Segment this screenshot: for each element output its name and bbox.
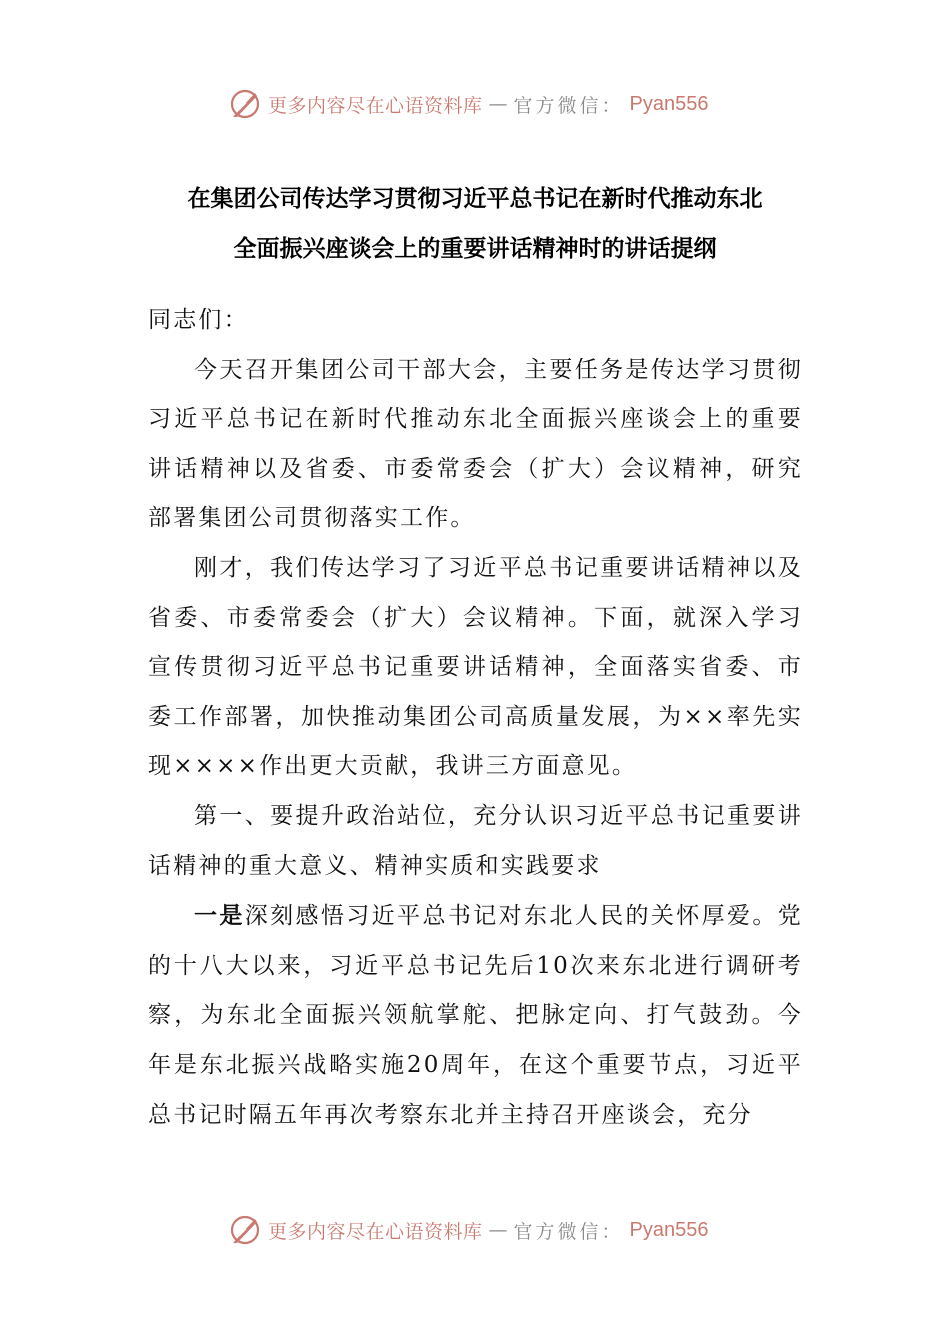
quill-pen-logo-icon: [228, 87, 262, 121]
watermark-dash: —: [488, 93, 508, 115]
watermark-id: Pyan556: [629, 1218, 709, 1241]
footer-watermark: [228, 1210, 748, 1250]
paragraph-3-lead: 一是: [194, 902, 245, 930]
paragraph-3-text: 深刻感悟习近平总书记对东北人民的关怀厚爱。党的十八大以来，习近平总书记先后10次来东北进行调研考察，为东北全面振兴领航掌舵、把脉定向、打气鼓劲。今年是东北振兴战略实施20周年，在这个重要节点，习近平总书记时隔五年再次考察东北并主持召开座谈会，充分: [148, 903, 803, 1128]
document-body: [148, 296, 803, 1140]
watermark-id: Pyan556: [629, 92, 709, 115]
salutation: 同志们：: [148, 307, 249, 333]
document-title: [150, 174, 800, 274]
watermark-label: 官方微信：: [513, 1220, 624, 1243]
title-line-2: 全面振兴座谈会上的重要讲话精神时的讲话提纲: [233, 236, 717, 262]
title-line-1: 在集团公司传达学习贯彻习近平总书记在新时代推动东北: [187, 186, 763, 212]
watermark-label: 官方微信：: [513, 94, 624, 117]
quill-pen-logo-icon: [228, 1213, 262, 1247]
paragraph-1: 今天召开集团公司干部大会，主要任务是传达学习贯彻习近平总书记在新时代推动东北全面振兴座谈会上的重要讲话精神以及省委、市委常委会（扩大）会议精神，研究部署集团公司贯彻落实工作。: [148, 356, 803, 532]
paragraph-2: 刚才，我们传达学习了习近平总书记重要讲话精神以及省委、市委常委会（扩大）会议精神。下面，就深入学习宣传贯彻习近平总书记重要讲话精神，全面落实省委、市委工作部署，加快推动集团公司高质量发展，为××率先实现××××作出更大贡献，我讲三方面意见。: [148, 554, 803, 780]
watermark-dash: —: [488, 1219, 508, 1241]
section-heading-1: 第一、要提升政治站位，充分认识习近平总书记重要讲话精神的重大意义、精神实质和实践要求: [148, 802, 803, 879]
header-watermark: [228, 84, 748, 124]
watermark-brand: 更多内容尽在心语资料库: [268, 1220, 483, 1243]
paragraph-3: [148, 891, 803, 1140]
watermark-brand: 更多内容尽在心语资料库: [268, 94, 483, 117]
